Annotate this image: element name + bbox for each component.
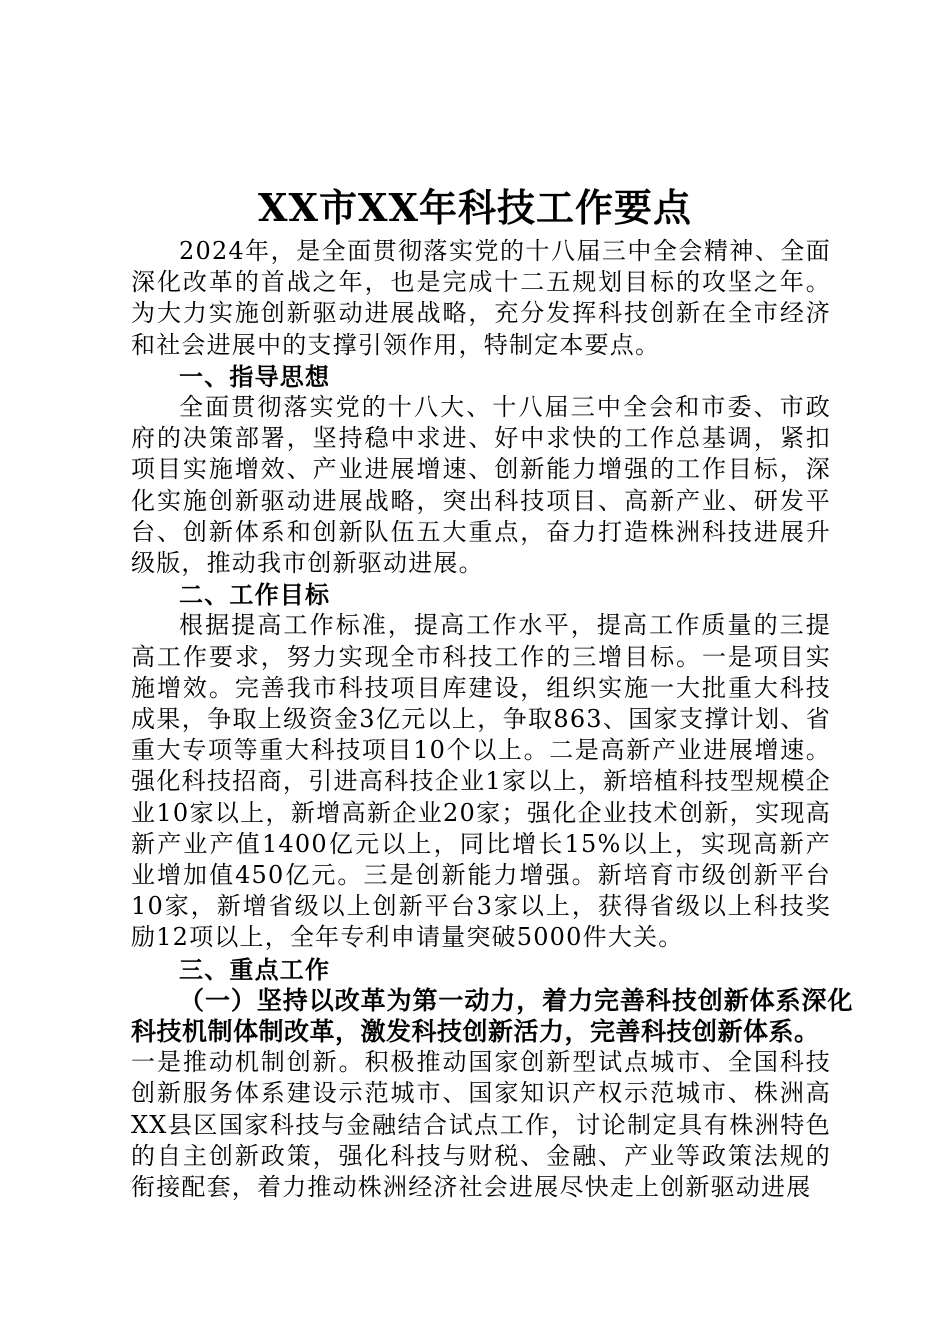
- section1-paragraph: 全面贯彻落实党的十八大、十八届三中全会和市委、市政府的决策部署，坚持稳中求进、好中求快的工作总基调，紧扣项目实施增效、产业进展增速、创新能力增强的工作目标，深化实施创新驱动进展战略，突出科技项目、高新产业、研发平台、创新体系和创新队伍五大重点，奋力打造株洲科技进展升级版，推动我市创新驱动进展。: [131, 393, 831, 578]
- section2-heading: 二、工作目标: [179, 580, 331, 610]
- section3-subheading: （一）坚持以改革为第一动力，着力完善科技创新体系深化科技机制体制改革，激发科技创新活力，完善科技创新体系。: [131, 985, 853, 1047]
- section3-paragraph: 一是推动机制创新。积极推动国家创新型试点城市、全国科技创新服务体系建设示范城市、国家知识产权示范城市、株洲高XX县区国家科技与金融结合试点工作，讨论制定具有株洲特色的自主创新政策，强化科技与财税、金融、产业等政策法规的衔接配套，着力推动株洲经济社会进展尽快走上创新驱动进展: [131, 1048, 831, 1202]
- document-body: [131, 236, 853, 1203]
- section2-paragraph: 根据提高工作标准，提高工作水平，提高工作质量的三提高工作要求，努力实现全市科技工作的三增目标。一是项目实施增效。完善我市科技项目库建设，组织实施一大批重大科技成果，争取上级资金3亿元以上，争取863、国家支撑计划、省重大专项等重大科技项目10个以上。二是高新产业进展增速。强化科技招商，引进高科技企业1家以上，新培植科技型规模企业10家以上，新增高新企业20家；强化企业技术创新，实现高新产业产值1400亿元以上，同比增长15%以上，实现高新产业增加值450亿元。三是创新能力增强。新培育市级创新平台10家，新增省级以上创新平台3家以上，获得省级以上科技奖励12项以上，全年专利申请量突破5000件大关。: [131, 611, 831, 952]
- section3-heading: 三、重点工作: [179, 954, 331, 984]
- intro-paragraph: 2024年，是全面贯彻落实党的十八届三中全会精神、全面深化改革的首战之年，也是完成十二五规划目标的攻坚之年。为大力实施创新驱动进展战略，充分发挥科技创新在全市经济和社会进展中的支撑引领作用，特制定本要点。: [131, 237, 831, 359]
- section1-heading: 一、指导思想: [179, 361, 331, 391]
- document-title: XX市XX年科技工作要点: [258, 185, 692, 230]
